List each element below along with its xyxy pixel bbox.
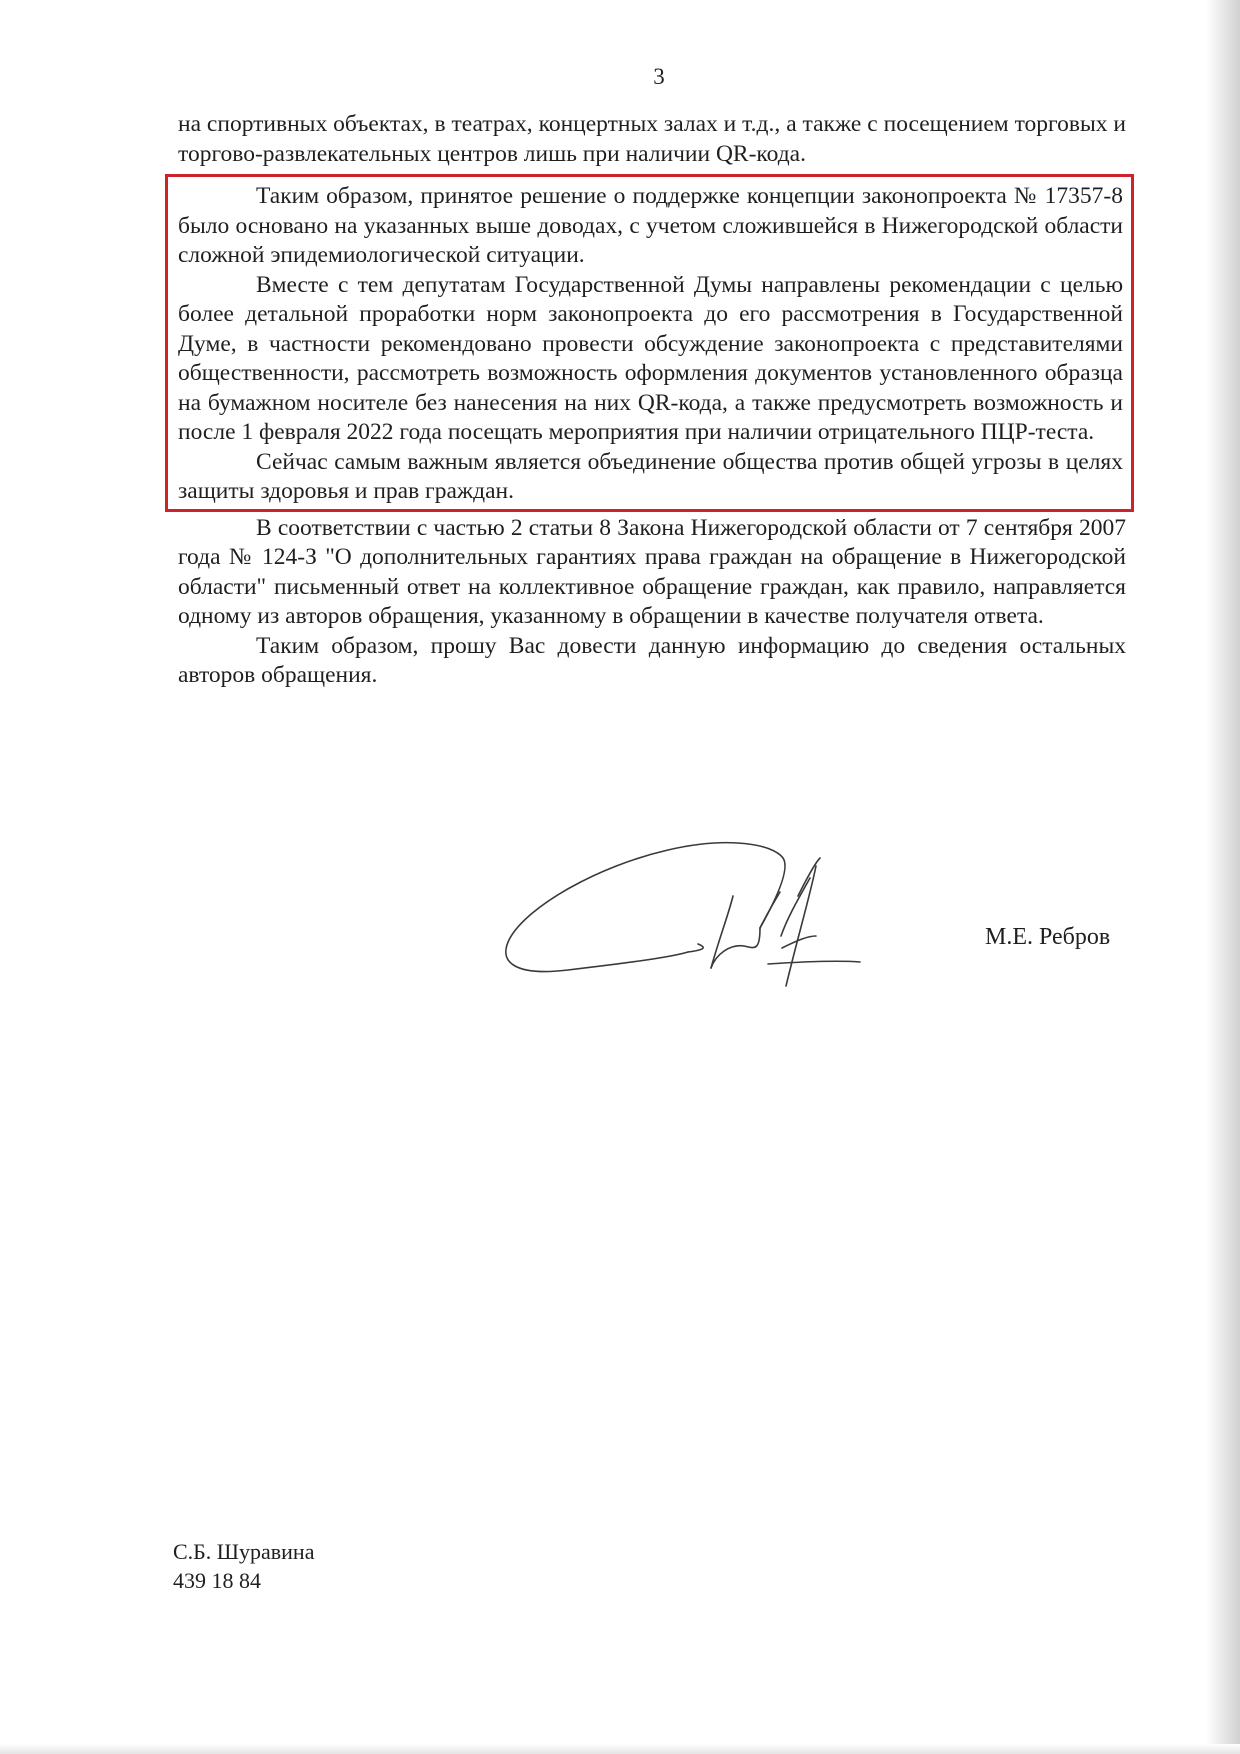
opening-paragraph: на спортивных объектах, в театрах, концертных залах и т.д., а также с посещением торговых и торгово-развлекательных центров лишь при наличии QR-кода. bbox=[178, 111, 1126, 167]
executor-name: С.Б. Шуравина bbox=[173, 1539, 315, 1564]
highlighted-paragraph-2: Вместе с тем депутатам Государственной Думы направлены рекомендации с целью более детальной проработки норм законопроекта до его рассмотрения в Государственной Думе, в частности рекомендовано провести обсуждение законопроекта с представителями общественности, рассмотреть возможность оформления документов установленного образца на бумажном носителе без нанесения на них QR-кода, а также предусмотреть возможность и после 1 февраля 2022 года посещать мероприятия при наличии отрицательного ПЦР-теста. bbox=[178, 271, 1123, 445]
scan-bottom-shadow bbox=[0, 1744, 1240, 1754]
law-reference-paragraph: В соответствии с частью 2 статьи 8 Закона Нижегородской области от 7 сентября 2007 года № 124-З "О дополнительных гарантиях права граждан на обращение в Нижегородской области" письменный ответ на коллективное обращение граждан, как правило, направляется одному из авторов обращения, указанному в обращении в качестве получателя ответа. bbox=[178, 514, 1126, 629]
highlighted-paragraph-3: Сейчас самым важным является объединение общества против общей угрозы в целях защиты здоровья и прав граждан. bbox=[178, 448, 1123, 504]
executor-phone: 439 18 84 bbox=[173, 1568, 261, 1593]
signer-name: М.Е. Ребров bbox=[985, 924, 1111, 950]
executor-info bbox=[173, 1537, 314, 1595]
highlighted-section bbox=[165, 174, 1134, 512]
highlighted-paragraph-1: Таким образом, принятое решение о поддержке концепции законопроекта № 17357-8 было основано на указанных выше доводах, с учетом сложившейся в Нижегородской области сложной эпидемиологической ситуации. bbox=[178, 183, 1123, 268]
letter-body bbox=[178, 110, 1126, 691]
signature-image bbox=[498, 836, 908, 1006]
request-paragraph: Таким образом, прошу Вас довести данную информацию до сведения остальных авторов обращения. bbox=[178, 632, 1126, 688]
page-number: 3 bbox=[653, 64, 665, 89]
scan-edge-shadow bbox=[1206, 0, 1240, 1754]
